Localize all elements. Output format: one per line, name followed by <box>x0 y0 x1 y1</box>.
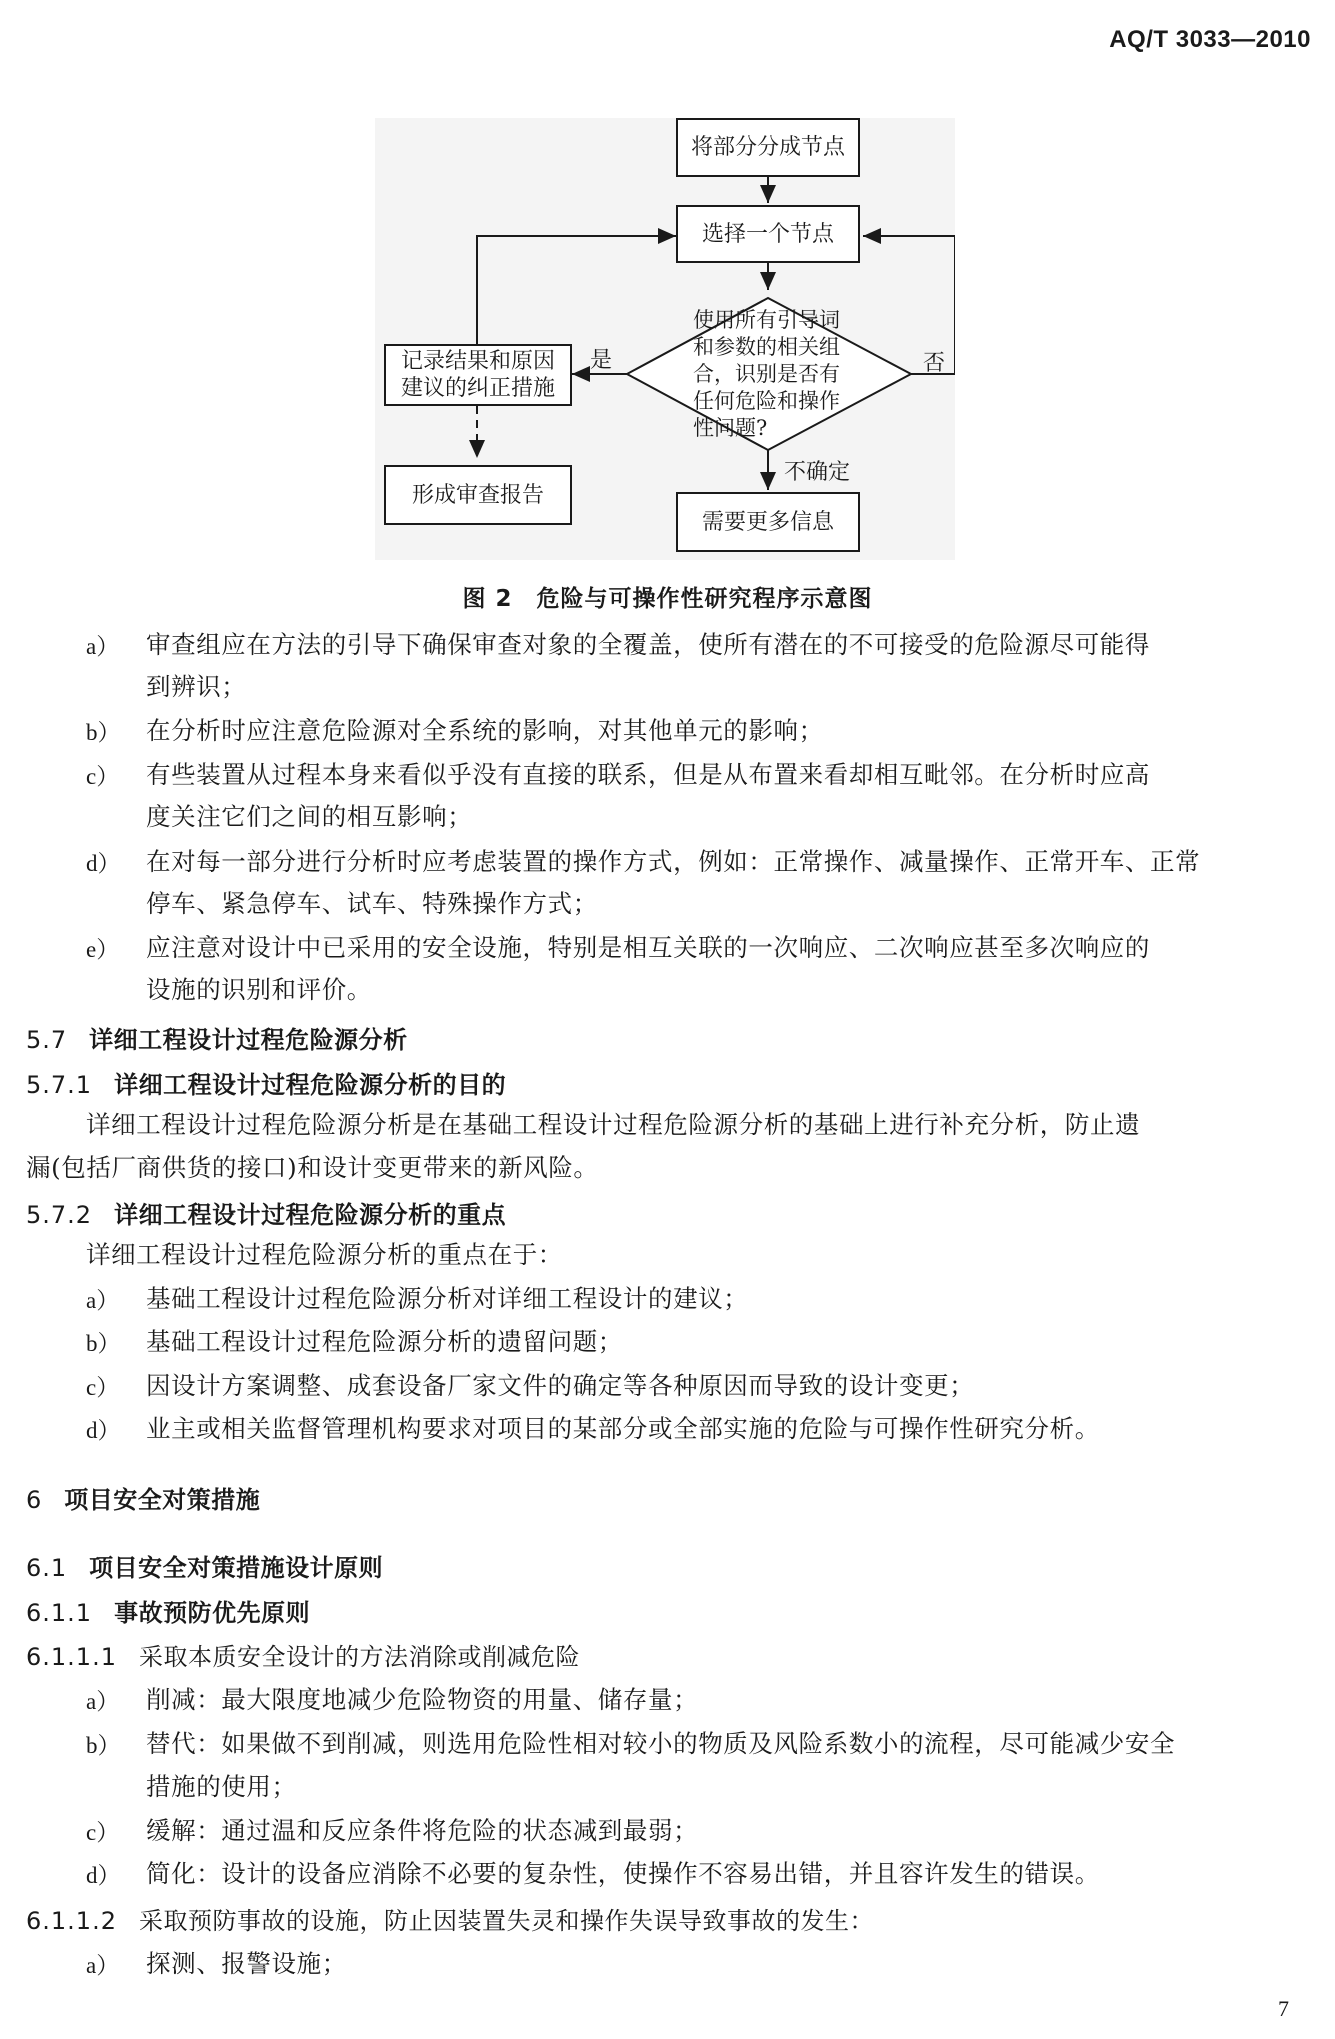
section-number: 5.7.1 <box>26 1071 93 1099</box>
node-split-into-parts: 将部分分成节点 <box>676 118 860 177</box>
list-label: d） <box>86 851 121 876</box>
list-item-text: 设施的识别和评价。 <box>146 975 372 1004</box>
list-item-text: 替代：如果做不到削减，则选用危险性相对较小的物质及风险系数小的流程，尽可能减少安全 <box>146 1729 1176 1758</box>
node-select-node: 选择一个节点 <box>676 205 860 263</box>
section-heading-6-1-1 <box>26 1593 310 1628</box>
arrow-record-to-select <box>477 236 676 344</box>
section-number: 6.1 <box>26 1554 68 1582</box>
decision-line: 任何危险和操作 <box>693 389 840 413</box>
list-label: a） <box>86 1953 120 1978</box>
list-label: a） <box>86 1288 120 1313</box>
figure-caption: 图 2 危险与可操作性研究程序示意图 <box>462 586 873 612</box>
list-item-text: 基础工程设计过程危险源分析的遗留问题； <box>146 1327 623 1356</box>
list-item-text: 有些装置从过程本身来看似乎没有直接的联系，但是从布置来看却相互毗邻。在分析时应高 <box>146 760 1150 789</box>
section-title: 详细工程设计过程危险源分析的目的 <box>114 1071 507 1099</box>
section-title: 采取本质安全设计的方法消除或削减危险 <box>138 1643 580 1671</box>
node-form-review-report: 形成审查报告 <box>384 465 572 525</box>
paragraph-line: 详细工程设计过程危险源分析是在基础工程设计过程危险源分析的基础上进行补充分析，防止遗 <box>86 1110 1141 1139</box>
section-number: 6.1.1.1 <box>26 1643 117 1671</box>
list-item-text: 审查组应在方法的引导下确保审查对象的全覆盖，使所有潜在的不可接受的危险源尽可能得 <box>146 630 1150 659</box>
list-label: e） <box>86 937 120 962</box>
decision-line: 性问题? <box>693 416 768 440</box>
standard-code: AQ/T 3033—2010 <box>1109 26 1311 53</box>
section-title: 事故预防优先原则 <box>114 1599 311 1627</box>
node-decision-text <box>693 307 853 442</box>
list-label: c） <box>86 1375 120 1400</box>
list-item-text: 度关注它们之间的相互影响； <box>146 802 473 831</box>
list-item-text: 停车、紧急停车、试车、特殊操作方式； <box>146 889 598 918</box>
list-label: c） <box>86 1820 120 1845</box>
record-line: 记录结果和原因 <box>400 349 555 374</box>
section-number: 5.7 <box>26 1026 68 1054</box>
label-uncertain: 不确定 <box>784 460 851 485</box>
node-record-results <box>384 344 572 406</box>
label-yes: 是 <box>590 348 613 373</box>
list-item-text: 缓解：通过温和反应条件将危险的状态减到最弱； <box>146 1816 699 1845</box>
list-label: d） <box>86 1863 121 1888</box>
list-label: a） <box>86 1689 120 1714</box>
section-heading-6-1-1-2 <box>26 1901 874 1936</box>
section-title: 项目安全对策措施设计原则 <box>89 1554 384 1582</box>
decision-line: 和参数的相关组 <box>693 335 840 359</box>
paragraph-line: 详细工程设计过程危险源分析的重点在于： <box>86 1240 563 1269</box>
section-heading-5-7-2 <box>26 1195 506 1230</box>
list-label: b） <box>86 1733 121 1758</box>
list-item-text: 到辨识； <box>146 672 247 701</box>
list-item-text: 因设计方案调整、成套设备厂家文件的确定等各种原因而导致的设计变更； <box>146 1371 975 1400</box>
list-label: a） <box>86 634 120 659</box>
page-number: 7 <box>1278 1996 1289 2021</box>
section-heading-5-7 <box>26 1020 408 1055</box>
section-title: 详细工程设计过程危险源分析的重点 <box>114 1201 507 1229</box>
flowchart <box>375 118 955 560</box>
list-label: d） <box>86 1418 121 1443</box>
section-number: 6.1.1 <box>26 1599 93 1627</box>
node-need-more-info: 需要更多信息 <box>676 492 860 552</box>
list-item-text: 简化：设计的设备应消除不必要的复杂性，使操作不容易出错，并且容许发生的错误。 <box>146 1859 1100 1888</box>
list-label: c） <box>86 764 120 789</box>
list-item-text: 业主或相关监督管理机构要求对项目的某部分或全部实施的危险与可操作性研究分析。 <box>146 1414 1100 1443</box>
list-item-text: 在对每一部分进行分析时应考虑装置的操作方式，例如：正常操作、减量操作、正常开车、正常 <box>146 847 1201 876</box>
section-title: 采取预防事故的设施，防止因装置失灵和操作失误导致事故的发生： <box>138 1907 874 1935</box>
list-item-text: 应注意对设计中已采用的安全设施，特别是相互关联的一次响应、二次响应甚至多次响应的 <box>146 933 1150 962</box>
list-item-text: 措施的使用； <box>146 1772 297 1801</box>
section-number: 6 <box>26 1486 43 1514</box>
list-item-text: 基础工程设计过程危险源分析对详细工程设计的建议； <box>146 1284 749 1313</box>
section-heading-6 <box>26 1480 260 1515</box>
list-item-text: 在分析时应注意危险源对全系统的影响，对其他单元的影响； <box>146 716 824 745</box>
record-line: 建议的纠正措施 <box>400 376 555 401</box>
list-item-text: 探测、报警设施； <box>146 1949 347 1978</box>
section-number: 5.7.2 <box>26 1201 93 1229</box>
section-title: 项目安全对策措施 <box>64 1486 261 1514</box>
section-number: 6.1.1.2 <box>26 1907 117 1935</box>
list-label: b） <box>86 1331 121 1356</box>
list-label: b） <box>86 720 121 745</box>
decision-line: 合，识别是否有 <box>693 362 840 386</box>
label-no: 否 <box>923 351 946 376</box>
list-item-text: 削减：最大限度地减少危险物资的用量、储存量； <box>146 1685 699 1714</box>
section-heading-6-1 <box>26 1548 383 1583</box>
paragraph-line: 漏(包括厂商供货的接口)和设计变更带来的新风险。 <box>26 1153 599 1182</box>
decision-line: 使用所有引导词 <box>693 308 840 332</box>
section-title: 详细工程设计过程危险源分析 <box>89 1026 408 1054</box>
section-heading-5-7-1 <box>26 1065 506 1100</box>
section-heading-6-1-1-1 <box>26 1637 580 1672</box>
